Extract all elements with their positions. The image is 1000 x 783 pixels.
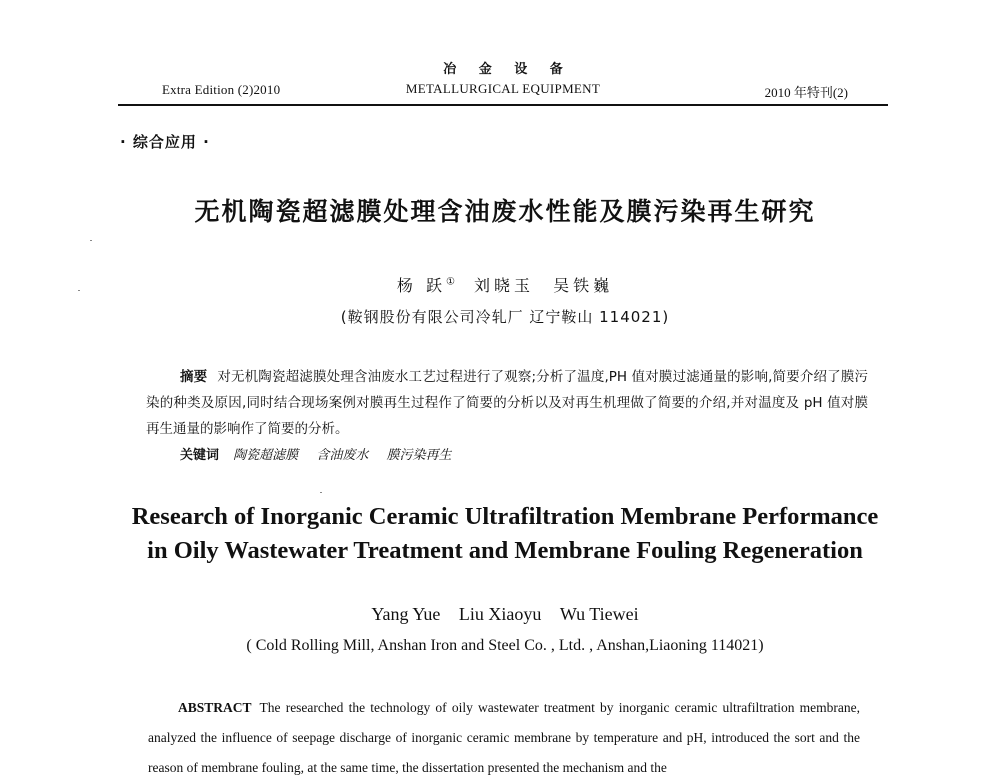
header-rule: [118, 104, 888, 106]
journal-name-en: METALLURGICAL EQUIPMENT: [405, 81, 601, 96]
author-cn-1: [397, 276, 455, 295]
running-header: [118, 62, 888, 106]
author-en-1: Yang Yue: [371, 604, 441, 624]
paper-title-cn: 无机陶瓷超滤膜处理含油废水性能及膜污染再生研究: [194, 197, 816, 226]
abstract-label-en: ABSTRACT: [178, 700, 252, 715]
section-label: · 综合应用 ·: [120, 133, 210, 151]
keyword: 含油废水: [316, 448, 369, 463]
author-footnote-mark: ①: [445, 276, 455, 288]
abstract-en: [148, 693, 860, 783]
keyword: 陶瓷超滤膜: [233, 448, 299, 463]
author-name: 杨 跃: [396, 276, 446, 295]
author-en-2: Liu Xiaoyu: [458, 604, 542, 624]
issue-label: 2010 年特刊(2): [764, 85, 848, 100]
scan-speck: [90, 240, 92, 241]
paper-title-en-line-2: in Oily Wastewater Treatment and Membrane Fouling Regeneration: [147, 537, 863, 564]
paper-title-en-line-1: Research of Inorganic Ceramic Ultrafiltration Membrane Performance: [131, 503, 879, 530]
author-list-en: [100, 604, 910, 625]
author-en-3: Wu Tiewei: [559, 604, 639, 624]
author-cn-2: 刘晓玉: [474, 276, 535, 295]
abstract-text-en: The researched the technology of oily wastewater treatment by inorganic ceramic ultrafiltration membrane, analyzed the influence of seepage discharge of inorganic ceramic membrane by temperature and pH, introduced the sort and the reason of membrane fouling, at the same time, the dissertation presented the mechanism and the: [148, 700, 860, 775]
affiliation-en: ( Cold Rolling Mill, Anshan Iron and Steel Co. , Ltd. , Anshan,Liaoning 114021): [246, 637, 764, 654]
keywords-cn: [180, 444, 465, 463]
keywords-label-cn: 关键词: [180, 448, 220, 463]
paper-title-en: [60, 500, 950, 568]
scan-speck: [320, 492, 322, 493]
author-cn-3: 吴铁巍: [553, 276, 614, 295]
abstract-label-cn: 摘要: [180, 369, 208, 385]
scan-speck: [78, 290, 80, 291]
keyword: 膜污染再生: [386, 448, 452, 463]
affiliation-cn: (鞍钢股份有限公司冷轧厂 辽宁鞍山 114021): [340, 308, 670, 326]
abstract-cn: [146, 364, 868, 442]
author-list-cn: [100, 273, 910, 296]
edition-label: Extra Edition (2)2010: [162, 82, 281, 97]
journal-name-cn: 冶 金 设 备: [443, 62, 572, 77]
abstract-text-cn: 对无机陶瓷超滤膜处理含油废水工艺过程进行了观察;分析了温度,PH 值对膜过滤通量的影响,简要介绍了膜污染的种类及原因,同时结合现场案例对膜再生过程作了简要的分析以及对再生机理做了简要的介绍,并对温度及 pH 值对膜再生通量的影响作了简要的分析。: [146, 369, 869, 437]
